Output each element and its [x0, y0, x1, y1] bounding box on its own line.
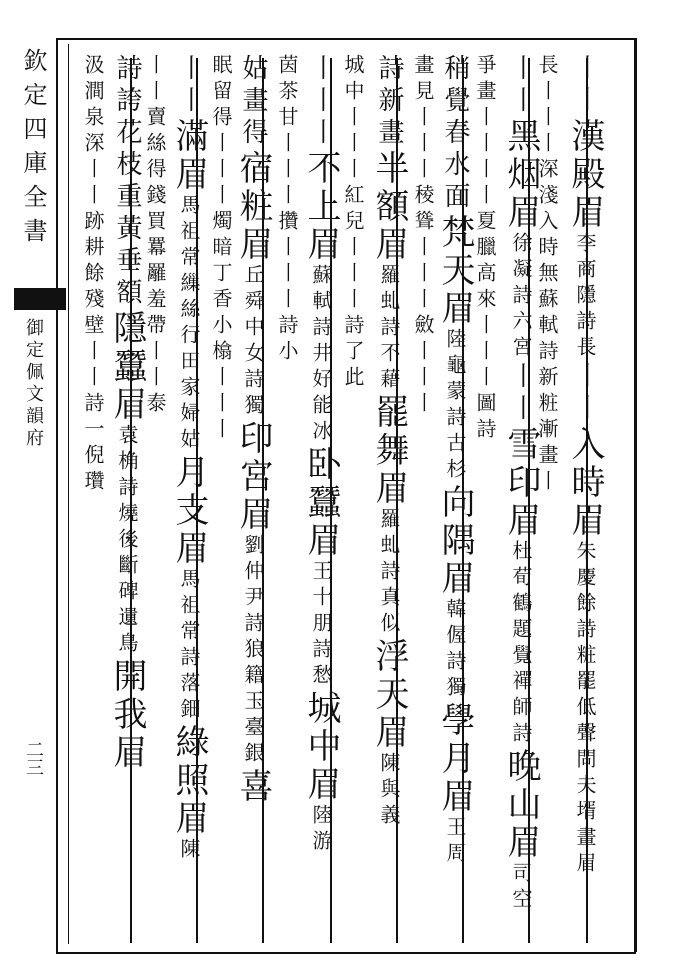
- headword: 梵天眉: [435, 214, 475, 328]
- annotation-text: 丨丨: [570, 54, 600, 118]
- page-number: 二三: [23, 740, 44, 776]
- headword: 隱蠶眉: [107, 310, 147, 424]
- text-column: [474, 54, 500, 944]
- annotation-text: 羅虬詩不藉: [377, 264, 401, 394]
- annotation-text: 稜聳丨丨丨: [411, 184, 435, 314]
- text-column: [82, 54, 108, 944]
- annotation-text: 王十朋詩愁: [309, 560, 333, 690]
- text-column: [565, 54, 605, 944]
- annotation-text: 袁桷詩燒後斷碑遺鳥: [115, 424, 139, 658]
- annotation-text: 眠留得丨丨丨: [209, 54, 233, 210]
- annotation-text: 跡耕餘殘壁丨丨: [81, 210, 105, 392]
- text-column: [412, 54, 438, 944]
- annotation-text: 詩小: [275, 314, 299, 366]
- headword: 喜: [233, 768, 273, 806]
- annotation-text: 王周: [443, 816, 467, 868]
- text-column: [169, 54, 209, 944]
- annotation-text: 泰: [143, 392, 167, 418]
- fish-tail-band: [14, 288, 66, 310]
- annotation-text: 詩了此: [341, 314, 365, 392]
- headword: 城中眉: [301, 690, 341, 804]
- book-subtitle: 御定佩文韻府: [23, 318, 44, 450]
- annotation-text: 汲澗泉深丨丨: [81, 54, 105, 210]
- headword: 向隅眉: [435, 484, 475, 598]
- headword: 雪印眉: [501, 426, 541, 540]
- annotation-text: 韓偓詩獨: [443, 598, 467, 702]
- annotation-text: 丘舜中女詩獨: [241, 264, 265, 420]
- annotation-text: 詩新畫: [374, 54, 404, 150]
- headword: 印宮眉: [233, 420, 273, 534]
- headword: 卧蠶眉: [301, 446, 341, 560]
- annotation-text: 徐凝詩六宮: [509, 232, 533, 362]
- text-column: [369, 54, 409, 944]
- text-column: [107, 54, 147, 944]
- annotation-text: 圖詩: [473, 392, 497, 444]
- annotation-text: 劉仲尹詩狼籍玉臺銀: [241, 534, 265, 768]
- headword: 綠照眉: [169, 724, 209, 838]
- annotation-text: 紅兒丨丨丨: [341, 184, 365, 314]
- annotation-text: 詩一: [81, 392, 105, 444]
- annotation-text: 丨丨: [506, 54, 536, 118]
- text-column: [342, 54, 368, 944]
- headword: 罷舞眉: [369, 394, 409, 508]
- headword: 月支眉: [169, 454, 209, 568]
- annotation-text: 長丨丨丨: [535, 54, 559, 158]
- annotation-text: 攢丨丨丨: [275, 210, 299, 314]
- headword: 入時眉: [565, 426, 605, 540]
- annotation-text: 夏臘高來丨丨丨: [473, 210, 497, 392]
- annotation-text: 馬祖常詩落鈿: [177, 568, 201, 724]
- frame-right-edge: [634, 38, 637, 952]
- annotation-text: 畫見丨丨丨: [411, 54, 435, 184]
- annotation-text: 城中丨丨丨: [341, 54, 365, 184]
- annotation-text: 爭畫丨丨丨丨: [473, 54, 497, 210]
- annotation-text: 詩誇花枝重黃垂額: [112, 54, 142, 310]
- annotation-text: 羅虬詩真似: [377, 508, 401, 638]
- annotation-text: 丨丨: [174, 54, 204, 118]
- annotation-text: 稍覺春水面: [440, 54, 470, 214]
- annotation-text: 李商隱詩長: [573, 232, 597, 362]
- annotation-text: 陸游: [309, 804, 333, 856]
- text-column: [301, 54, 341, 944]
- annotation-text: 姑畫得: [238, 54, 268, 150]
- text-column: [233, 54, 273, 944]
- annotation-text: 羞帶丨丨: [143, 288, 167, 392]
- text-column: [501, 54, 541, 944]
- headword: 宿粧眉: [233, 150, 273, 264]
- annotation-text: 斂丨丨丨: [411, 314, 435, 418]
- annotation-text: 馬祖常繅絲行田家婦姑: [177, 194, 201, 454]
- annotation-text: 丨丨丨: [306, 54, 336, 150]
- frame-inner-left-rule: [68, 44, 69, 944]
- annotation-text: 深淺入時無蘇軾詩新粧漸畫丨: [535, 158, 559, 496]
- annotation-text: 倪瓚: [81, 444, 105, 496]
- headword: 黑烟眉: [501, 118, 541, 232]
- annotation-text: 蘇軾詩井好能冰: [309, 264, 333, 446]
- headword: 滿眉: [169, 118, 209, 194]
- annotation-text: 杜荀鶴題覺禪師詩: [509, 540, 533, 748]
- annotation-text: 陸龜蒙詩古杉: [443, 328, 467, 484]
- annotation-text: 司空: [509, 862, 533, 914]
- annotation-text: 陳: [177, 838, 201, 864]
- headword: 浮天眉: [369, 638, 409, 752]
- annotation-text: 茵茶甘丨丨丨: [275, 54, 299, 210]
- annotation-text: 朱慶餘詩粧罷低聲問夫壻畫眉: [573, 540, 597, 878]
- headword: 不上眉: [301, 150, 341, 264]
- text-column: [144, 54, 170, 944]
- headword: 晚山眉: [501, 748, 541, 862]
- text-column: [276, 54, 302, 944]
- text-column: [435, 54, 475, 944]
- headword: 半額眉: [369, 150, 409, 264]
- annotation-text: 燭暗丁香小㯓丨丨丨: [209, 210, 233, 444]
- annotation-text: 陳與義: [377, 752, 401, 830]
- text-column: [210, 54, 236, 944]
- annotation-text: 丨丨: [506, 362, 536, 426]
- annotation-text: 丨丨: [570, 362, 600, 426]
- headword: 學月眉: [435, 702, 475, 816]
- annotation-text: 丨丨賣絲得錢買羃䍦: [143, 54, 167, 288]
- headword: 開我眉: [107, 658, 147, 772]
- headword: 漢殿眉: [565, 118, 605, 232]
- book-title: 欽定四庫全書: [19, 48, 47, 252]
